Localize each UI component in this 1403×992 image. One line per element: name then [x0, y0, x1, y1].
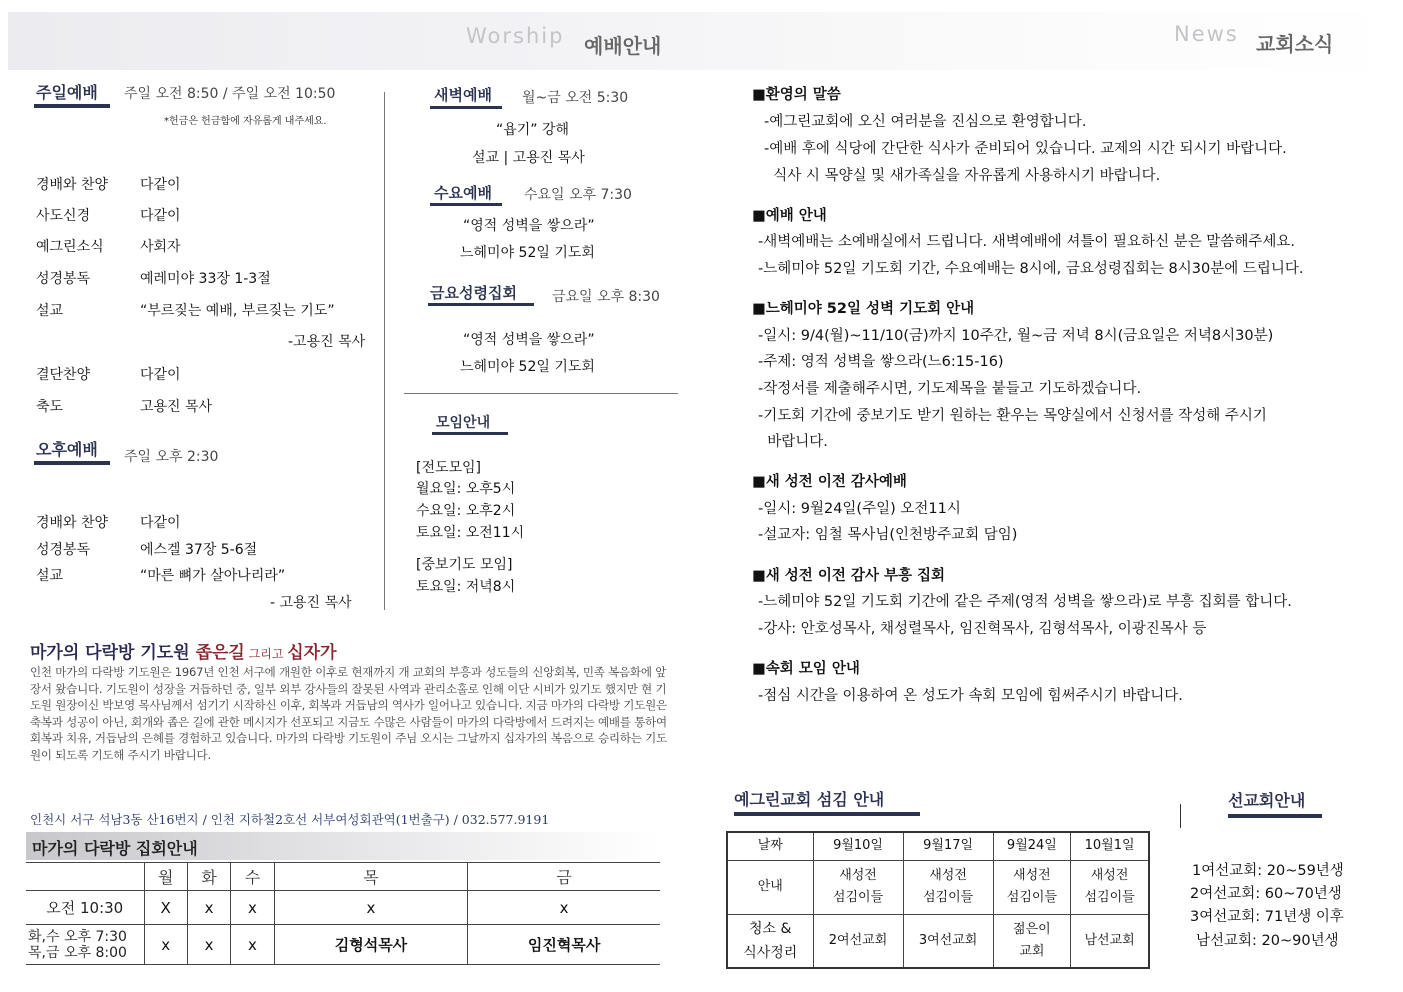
table-cell	[26, 925, 144, 965]
meeting-group1: [전도모임]	[416, 460, 482, 476]
news-ko-title: 교회소식	[1256, 32, 1334, 56]
table-header: 9월17일	[903, 832, 993, 860]
wednesday-title: 수요예배	[434, 184, 492, 202]
prayer-house-title	[30, 638, 337, 663]
service-title: 예그린교회 섬김 안내	[734, 790, 885, 809]
program-label: 성경봉독	[36, 271, 91, 287]
prayer-house-title-a: 마가의 다락방 기도원	[30, 643, 196, 663]
meeting-group2: [중보기도 모임]	[416, 557, 513, 573]
mission-divider	[1180, 804, 1181, 828]
meetings-title: 모임안내	[436, 415, 491, 431]
news-line: -강사: 안호성목사, 채성렬목사, 임진혁목사, 김형석목사, 이광진목사 등	[758, 621, 1207, 637]
news-en-title: News	[1174, 22, 1239, 46]
prayer-house-title-d: 십자가	[287, 643, 337, 663]
news-line: 바랍니다.	[758, 434, 828, 450]
news-line: -일시: 9월24일(주일) 오전11시	[758, 501, 961, 517]
table-cell: 새성전 섬김이들	[1071, 860, 1149, 914]
worship-ko-title: 예배안내	[584, 34, 662, 58]
news-line: -예배 후에 식당에 간단한 식사가 준비되어 있습니다. 교제의 시간 되시기 바랍니다.	[764, 141, 1287, 157]
schedule-table	[26, 862, 660, 965]
program-value: “부르짖는 예배, 부르짖는 기도”	[140, 303, 335, 319]
prayer-house-title-c: 그리고	[244, 647, 288, 661]
prayer-house-address: 인천시 서구 석남3동 산16번지 / 인천 지하철2호선 서부여성회관역(1번출구) / 032.577.9191	[30, 812, 550, 827]
service-table	[726, 831, 1150, 969]
table-cell: 청소 & 식사정리	[727, 914, 813, 968]
program-value: 예레미야 33장 1-3절	[140, 271, 271, 287]
news-heading: ■속회 모임 안내	[752, 661, 860, 677]
sunday-preacher: -고용진 목사	[288, 334, 366, 350]
program-value: 다같이	[140, 515, 181, 531]
dawn-line1: “욥기” 강해	[496, 122, 570, 138]
mission-line: 남선교회: 20~90년생	[1196, 933, 1339, 949]
table-header: 9월10일	[813, 832, 903, 860]
column-divider	[384, 92, 385, 610]
program-label: 설교	[36, 303, 64, 319]
program-value: 다같이	[140, 177, 181, 193]
news-line: -새벽예배는 소예배실에서 드립니다. 새벽예배에 셔틀이 필요하신 분은 말씀해주세요.	[758, 234, 1295, 250]
table-row	[727, 914, 1149, 968]
mission-line: 2여선교회: 60~70년생	[1190, 886, 1342, 902]
table-cell: 2여선교회	[813, 914, 903, 968]
table-row	[727, 860, 1149, 914]
table-cell: x	[231, 925, 274, 965]
table-header: 날짜	[727, 832, 813, 860]
table-cell: 오전 10:30	[26, 891, 144, 925]
friday-time: 금요일 오후 8:30	[552, 289, 660, 305]
table-cell: 안내	[727, 860, 813, 914]
program-value: 다같이	[140, 208, 181, 224]
table-cell: x	[274, 891, 468, 925]
news-heading: ■느헤미야 52일 성벽 기도회 안내	[752, 301, 975, 317]
prayer-house-title-b: 좁은길	[195, 643, 245, 663]
meeting-line: 수요일: 오후2시	[416, 503, 516, 519]
wednesday-time: 수요일 오후 7:30	[524, 187, 632, 203]
table-cell: x	[468, 891, 660, 925]
schedule-title: 마가의 다락방 집회안내	[32, 839, 198, 858]
table-cell: x	[144, 925, 187, 965]
news-line: -일시: 9/4(월)~11/10(금)까지 10주간, 월~금 저녁 8시(금요일은 저녁8시30분)	[758, 328, 1274, 344]
time-line: 목,금 오후 8:00	[28, 944, 127, 961]
table-header: 수	[231, 863, 274, 891]
program-value: 고용진 목사	[140, 399, 213, 415]
program-value: “마른 뼈가 살아나리라”	[140, 568, 286, 584]
news-line: -기도회 기간에 중보기도 받기 원하는 환우는 목양실에서 신청서를 작성해 주시기	[758, 408, 1267, 424]
meeting-line: 토요일: 오전11시	[416, 525, 525, 541]
table-cell: 임진혁목사	[468, 925, 660, 965]
afternoon-time: 주일 오후 2:30	[124, 449, 219, 465]
dawn-line2: 설교 | 고용진 목사	[472, 150, 585, 166]
table-cell: x	[187, 891, 230, 925]
table-cell: 3여선교회	[903, 914, 993, 968]
program-label: 경배와 찬양	[36, 177, 109, 193]
news-line: 식사 시 목양실 및 새가족실을 자유롭게 사용하시기 바랍니다.	[764, 168, 1161, 184]
table-cell: 김형석목사	[274, 925, 468, 965]
section-divider	[404, 393, 678, 394]
table-cell: 젊은이 교회	[993, 914, 1071, 968]
table-header: 9월24일	[993, 832, 1071, 860]
table-header: 화	[187, 863, 230, 891]
table-cell	[26, 863, 144, 891]
friday-line2: 느헤미야 52일 기도회	[460, 359, 595, 375]
program-label: 사도신경	[36, 208, 91, 224]
news-line: -느헤미야 52일 기도회 기간, 수요예배는 8시에, 금요성령집회는 8시30분에 드립니다.	[758, 261, 1304, 277]
program-value: 다같이	[140, 367, 181, 383]
news-line: -주제: 영적 성벽을 쌓으라(느6:15-16)	[758, 354, 1004, 370]
friday-line1: “영적 성벽을 쌓으라”	[463, 332, 595, 348]
table-header: 금	[468, 863, 660, 891]
news-heading: ■환영의 말씀	[752, 87, 841, 103]
dawn-time: 월~금 오전 5:30	[522, 90, 629, 106]
news-line: -점심 시간을 이용하여 온 성도가 속회 모임에 힘써주시기 바랍니다.	[758, 688, 1183, 704]
afternoon-title: 오후예배	[36, 440, 98, 459]
sunday-title: 주일예배	[36, 83, 98, 102]
meeting-line: 월요일: 오후5시	[416, 481, 516, 497]
mission-line: 1여선교회: 20~59년생	[1192, 863, 1344, 879]
table-row	[26, 863, 660, 891]
news-line: -예그린교회에 오신 여러분을 진심으로 환영합니다.	[764, 114, 1087, 130]
sunday-time: 주일 오전 8:50 / 주일 오전 10:50	[124, 86, 336, 102]
meeting-line: 토요일: 저녁8시	[416, 579, 516, 595]
program-label: 결단찬양	[36, 367, 91, 383]
wednesday-line1: “영적 성벽을 쌓으라”	[463, 218, 595, 234]
afternoon-preacher: - 고용진 목사	[270, 595, 352, 611]
program-label: 예그린소식	[36, 239, 104, 255]
news-heading: ■예배 안내	[752, 208, 827, 224]
news-line: -작정서를 제출해주시면, 기도제목을 붙들고 기도하겠습니다.	[758, 381, 1142, 397]
table-cell: 남선교회	[1071, 914, 1149, 968]
friday-title: 금요성령집회	[430, 284, 517, 302]
offering-note: *헌금은 헌금함에 자유롭게 내주세요.	[164, 116, 327, 127]
table-row	[727, 832, 1149, 860]
prayer-house-body: 인천 마가의 다락방 기도원은 1967년 인천 서구에 개원한 이후로 현재까지 개 교회의 부흥과 성도들의 신앙회복, 민족 복음화에 앞장서 왔습니다. 기도원이 성장을 거듭하던 중, 일부 외부 강사들의 잘못된 사역과 관리소홀로 인해 이단 시비가 있기도 했지만 현 기도원 원장이신 박보영 목사님께서 섬기기 시작하신 이후, 회복과 거듭남의 역사가 일어나고 있습니다. 지금 마가의 다락방 기도원은 축복과 성공이 아닌, 회개와 좁은 길에 관한 메시지가 선포되고 지금도 수많은 사람들이 마가의 다락방에서 드려지는 예배를 통하여 회복과 치유, 거듭남의 은혜를 경험하고 있습니다. 마가의 다락방 기도원이 주님 오시는 그날까지 십자가의 복음으로 승리하는 기도원이 되도록 기도해 주시기 바랍니다.	[30, 665, 667, 762]
wednesday-line2: 느헤미야 52일 기도회	[460, 245, 595, 261]
missions-title: 선교회안내	[1228, 791, 1306, 810]
program-value: 에스겔 37장 5-6절	[140, 542, 258, 558]
time-line: 화,수 오후 7:30	[28, 928, 127, 945]
table-cell: 새성전 섬김이들	[903, 860, 993, 914]
table-header: 월	[144, 863, 187, 891]
table-row	[26, 891, 660, 925]
program-value: 사회자	[140, 239, 181, 255]
table-row	[26, 925, 660, 965]
program-label: 축도	[36, 399, 64, 415]
table-cell: x	[231, 891, 274, 925]
news-line: -느헤미야 52일 기도회 기간에 같은 주제(영적 성벽을 쌓으라)로 부흥 집회를 합니다.	[758, 594, 1292, 610]
mission-line: 3여선교회: 71년생 이후	[1190, 909, 1344, 925]
table-cell: 새성전 섬김이들	[813, 860, 903, 914]
news-heading: ■새 성전 이전 감사 부흥 집회	[752, 568, 946, 584]
program-label: 성경봉독	[36, 542, 91, 558]
table-header: 10월1일	[1071, 832, 1149, 860]
dawn-title: 새벽예배	[434, 86, 492, 104]
program-label: 경배와 찬양	[36, 515, 109, 531]
program-label: 설교	[36, 568, 64, 584]
news-line: -설교자: 임철 목사님(인천방주교회 담임)	[758, 527, 1018, 543]
table-cell: 새성전 섬김이들	[993, 860, 1071, 914]
worship-en-title: Worship	[466, 24, 565, 48]
table-cell: X	[144, 891, 187, 925]
table-header: 목	[274, 863, 468, 891]
table-cell: x	[187, 925, 230, 965]
news-heading: ■새 성전 이전 감사예배	[752, 474, 907, 490]
